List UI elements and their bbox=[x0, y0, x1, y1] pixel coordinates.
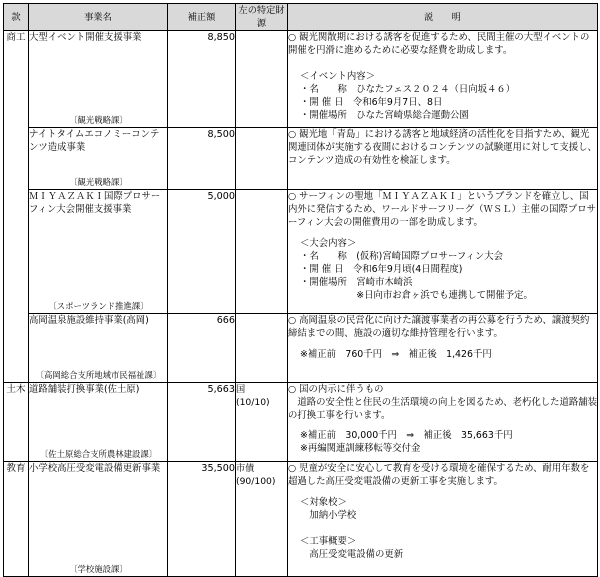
description-lead: ○ サーフィンの聖地「ＭＩＹＡＺＡＫＩ」というブランドを確立し、国内外に発信するため、ワールドサーフリーグ（ＷＳＬ）主催の国際プロサーフィン大会の開催費用の一部を助成します。 bbox=[288, 191, 596, 228]
description-lead: ○ 国の内示に伴うもの 道路の安全性と住民の生活環境の向上を図るため、老朽化した道路舗装の打換工事を行います。 bbox=[288, 384, 598, 421]
description-lead: ○ 高岡温泉の民営化に向けた譲渡事業者の再公募を行うため、譲渡契約締結までの間、施設の適切な維持管理を行います。 bbox=[288, 315, 590, 339]
project-name: ナイトタイムエコノミーコンテンツ造成事業 bbox=[29, 129, 160, 153]
amount-cell: 666 bbox=[168, 314, 236, 383]
amount-cell: 8,850 bbox=[168, 31, 236, 128]
funding-cell bbox=[236, 190, 288, 314]
description-cell bbox=[288, 314, 598, 383]
description-details: ※補正前 760千円 ⇒ 補正後 1,426千円 bbox=[300, 349, 492, 360]
description-lead: ○ 観光関散期における誘客を促進するため、民間主催の大型イベントの開催を円滑に進めるために必要な経費を助成します。 bbox=[288, 32, 590, 56]
funding-cell bbox=[236, 128, 288, 190]
department-label: 〔スポーツランド推進課〕 bbox=[48, 301, 149, 311]
project-name: 小学校高圧受変電設備更新事業 bbox=[29, 463, 161, 474]
amount-cell: 5,000 bbox=[168, 190, 236, 314]
department-label: 〔観光戦略課〕 bbox=[69, 115, 128, 125]
description-details: ※補正前 30,000千円 ⇒ 補正後 35,663千円 ※再編関連訓練移転等交付金 bbox=[300, 430, 513, 454]
funding-cell bbox=[236, 314, 288, 383]
project-name: 道路舗装打換事業(佐土原) bbox=[29, 384, 140, 395]
project-cell bbox=[29, 128, 168, 190]
description-details: ＜対象校＞ 加納小学校 ＜工事概要＞ 高圧受変電設備の更新 bbox=[300, 497, 404, 560]
header-category: 款 bbox=[4, 4, 29, 31]
description-lead: ○ 観光地「青島」における誘客と地域経済の活性化を目指すため、観光関連団体が実施する夜間におけるコンテンツの試験運用に対して支援し、コンテンツ造成の有効性を検証します。 bbox=[288, 129, 597, 166]
department-label: 〔観光戦略課〕 bbox=[69, 177, 128, 187]
project-cell bbox=[29, 190, 168, 314]
description-details: ＜イベント内容＞ ・名 称 ひなたフェス２０２４（日向坂４６） ・開 催 日 令和6年9月7日、8日 ・開催場所 ひなた宮崎県総合運動公園 bbox=[300, 71, 516, 121]
amount-cell: 8,500 bbox=[168, 128, 236, 190]
category-commerce: 商工 bbox=[4, 31, 29, 383]
description-cell bbox=[288, 31, 598, 128]
table-row bbox=[4, 128, 598, 190]
funding-cell bbox=[236, 31, 288, 128]
header-project: 事業名 bbox=[29, 4, 168, 31]
description-cell bbox=[288, 462, 598, 577]
funding-cell: 国 (10/10) bbox=[236, 383, 288, 462]
supplementary-budget-table bbox=[3, 3, 598, 577]
funding-cell: 市債 (90/100) bbox=[236, 462, 288, 577]
header-description: 説 明 bbox=[288, 4, 598, 31]
project-cell bbox=[29, 314, 168, 383]
description-cell bbox=[288, 128, 598, 190]
category-civil: 土木 bbox=[4, 383, 29, 462]
description-cell bbox=[288, 383, 598, 462]
category-education: 教育 bbox=[4, 462, 29, 577]
table-row bbox=[4, 314, 598, 383]
table-row bbox=[4, 462, 598, 577]
table-row bbox=[4, 190, 598, 314]
department-label: 〔佐土原総合支所農林建設課〕 bbox=[39, 449, 158, 459]
table-header-row bbox=[4, 4, 598, 31]
department-label: 〔高岡総合支所地域市民福祉課〕 bbox=[35, 370, 162, 380]
amount-cell: 35,500 bbox=[168, 462, 236, 577]
project-name: 大型イベント開催支援事業 bbox=[29, 32, 142, 43]
table-row bbox=[4, 383, 598, 462]
table-row bbox=[4, 31, 598, 128]
project-cell bbox=[29, 31, 168, 128]
header-amount: 補正額 bbox=[168, 4, 236, 31]
project-cell bbox=[29, 462, 168, 577]
description-details: ＜大会内容＞ ・名 称 (仮称)宮崎国際プロサーフィン大会 ・開 催 日 令和6年9月頃(4日間程度) ・開催場所 宮崎市木崎浜 ※日向市お倉ヶ浜でも連携して開催予定。 bbox=[300, 238, 533, 301]
header-funding: 左の特定財源 bbox=[236, 4, 288, 31]
project-cell bbox=[29, 383, 168, 462]
amount-cell: 5,663 bbox=[168, 383, 236, 462]
department-label: 〔学校施設課〕 bbox=[69, 564, 128, 574]
description-lead: ○ 児童が安全に安心して教育を受ける環境を確保するため、耐用年数を超過した高圧受変電設備の更新工事を実施します。 bbox=[288, 463, 590, 487]
project-name: ＭＩＹＡＺＡＫＩ国際プロサーフィン大会開催支援事業 bbox=[29, 191, 161, 215]
description-cell bbox=[288, 190, 598, 314]
project-name: 高岡温泉施設維持事業(高岡) bbox=[29, 315, 149, 326]
